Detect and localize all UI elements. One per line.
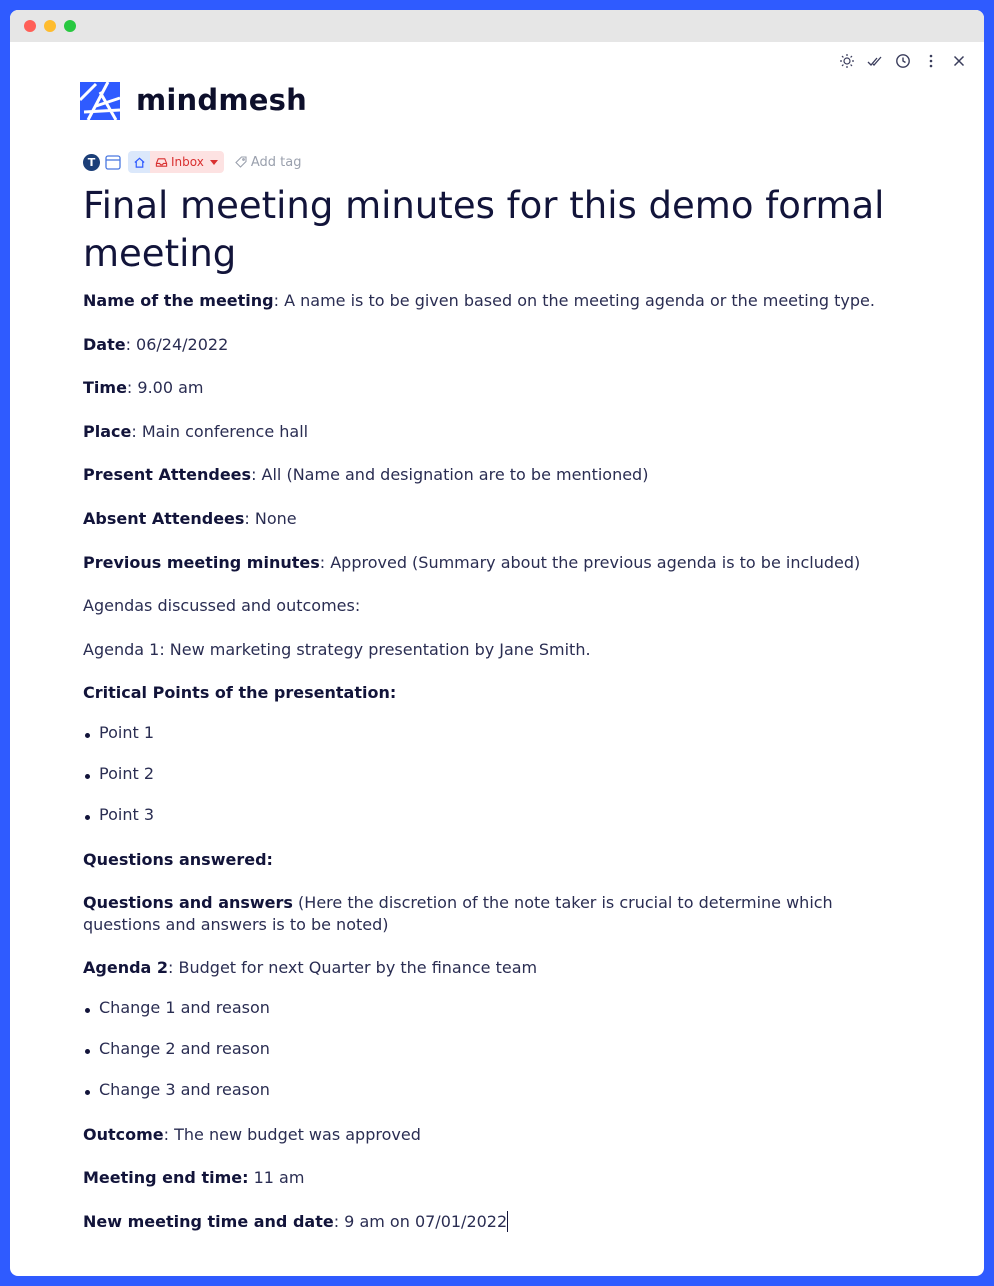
home-icon[interactable]: [128, 151, 150, 173]
bullet-icon: [85, 1008, 90, 1013]
new-meeting-line: [83, 1211, 883, 1233]
note-toolbar: [838, 52, 968, 70]
list-item: [83, 1079, 883, 1101]
outcome-label: Outcome: [83, 1125, 164, 1144]
time-value: : 9.00 am: [126, 378, 204, 397]
critical-heading: [83, 682, 883, 704]
new-meeting-value: : 9 am on 07/01/2022: [333, 1212, 508, 1231]
double-check-icon[interactable]: [866, 52, 884, 70]
list-item: [83, 722, 883, 744]
previous-line: [83, 552, 883, 574]
agenda2-value: : Budget for next Quarter by the finance team: [168, 958, 538, 977]
time-line: [83, 377, 883, 399]
meeting-name-line: [83, 290, 883, 312]
agenda2-label: Agenda 2: [83, 958, 169, 977]
bullet-icon: [85, 815, 90, 820]
absent-label: Absent Attendees: [83, 509, 245, 528]
clock-icon[interactable]: [894, 52, 912, 70]
app-window: [10, 10, 984, 1276]
outcome-line: [83, 1124, 883, 1146]
note-title[interactable]: Final meeting minutes for this demo formal meeting: [83, 184, 885, 275]
time-label: Time: [83, 378, 127, 397]
inbox-label: Inbox: [171, 155, 204, 169]
list-item: [83, 763, 883, 785]
add-tag-label: Add tag: [250, 154, 302, 170]
bullet-icon: [85, 733, 90, 738]
meeting-name-label: Name of the meeting: [83, 291, 274, 310]
present-line: [83, 464, 883, 486]
list-item-text: Change 3 and reason: [99, 1080, 270, 1099]
date-label: Date: [83, 335, 126, 354]
window-maximize-dot[interactable]: [64, 20, 76, 32]
app-name: mindmesh: [136, 83, 307, 117]
date-line: [83, 334, 883, 356]
list-item-text: Point 2: [99, 764, 154, 783]
end-time-label: Meeting end time:: [83, 1168, 249, 1187]
window-close-dot[interactable]: [24, 20, 36, 32]
qa-line-continued: questions and answers is to be noted): [83, 915, 389, 934]
avatar[interactable]: T: [83, 154, 100, 171]
absent-value: : None: [244, 509, 297, 528]
meeting-name-value: : A name is to be given based on the meeting agenda or the meeting type.: [273, 291, 875, 310]
tag-icon: [234, 155, 248, 169]
list-item-text: Point 3: [99, 805, 154, 824]
place-value: : Main conference hall: [131, 422, 309, 441]
list-item: [83, 804, 883, 826]
present-value: : All (Name and designation are to be mentioned): [251, 465, 649, 484]
inbox-chip[interactable]: [128, 151, 224, 173]
add-tag-button[interactable]: [234, 155, 302, 170]
more-icon[interactable]: [922, 52, 940, 70]
qa-value: (Here the discretion of the note taker is crucial to determine which: [292, 893, 833, 912]
agenda1-line: Agenda 1: New marketing strategy presentation by Jane Smith.: [83, 640, 591, 659]
chevron-down-icon: [210, 160, 218, 165]
critical-heading-text: Critical Points of the presentation:: [83, 683, 397, 702]
close-icon[interactable]: [950, 52, 968, 70]
bullet-icon: [85, 1090, 90, 1095]
list-item-text: Point 1: [99, 723, 154, 742]
calendar-icon[interactable]: [104, 153, 122, 171]
place-line: [83, 421, 883, 443]
questions-heading-text: Questions answered:: [83, 850, 273, 869]
list-item: [83, 1038, 883, 1060]
qa-line: [83, 892, 883, 914]
list-item-text: Change 2 and reason: [99, 1039, 270, 1058]
agendas-heading: Agendas discussed and outcomes:: [83, 596, 361, 615]
new-meeting-label: New meeting time and date: [83, 1212, 334, 1231]
date-value: : 06/24/2022: [125, 335, 229, 354]
mindmesh-logo-icon: [78, 78, 122, 122]
qa-label: Questions and answers: [83, 893, 293, 912]
absent-line: [83, 508, 883, 530]
inbox-dropdown[interactable]: [150, 151, 224, 173]
text-cursor: [507, 1211, 508, 1232]
app-logo: [78, 78, 307, 122]
inbox-icon: [155, 156, 168, 169]
sun-icon[interactable]: [838, 52, 856, 70]
bullet-icon: [85, 774, 90, 779]
note-meta-bar: [83, 151, 301, 173]
bullet-icon: [85, 1049, 90, 1054]
place-label: Place: [83, 422, 132, 441]
window-minimize-dot[interactable]: [44, 20, 56, 32]
end-time-line: [83, 1167, 883, 1189]
previous-value: : Approved (Summary about the previous agenda is to be included): [319, 553, 861, 572]
end-time-value: 11 am: [248, 1168, 305, 1187]
agenda2-line: [83, 957, 883, 979]
outcome-value: : The new budget was approved: [163, 1125, 421, 1144]
previous-label: Previous meeting minutes: [83, 553, 320, 572]
title-bar: [10, 10, 984, 42]
questions-heading: [83, 849, 883, 871]
present-label: Present Attendees: [83, 465, 252, 484]
list-item-text: Change 1 and reason: [99, 998, 270, 1017]
list-item: [83, 997, 883, 1019]
note-body[interactable]: [83, 290, 883, 1233]
